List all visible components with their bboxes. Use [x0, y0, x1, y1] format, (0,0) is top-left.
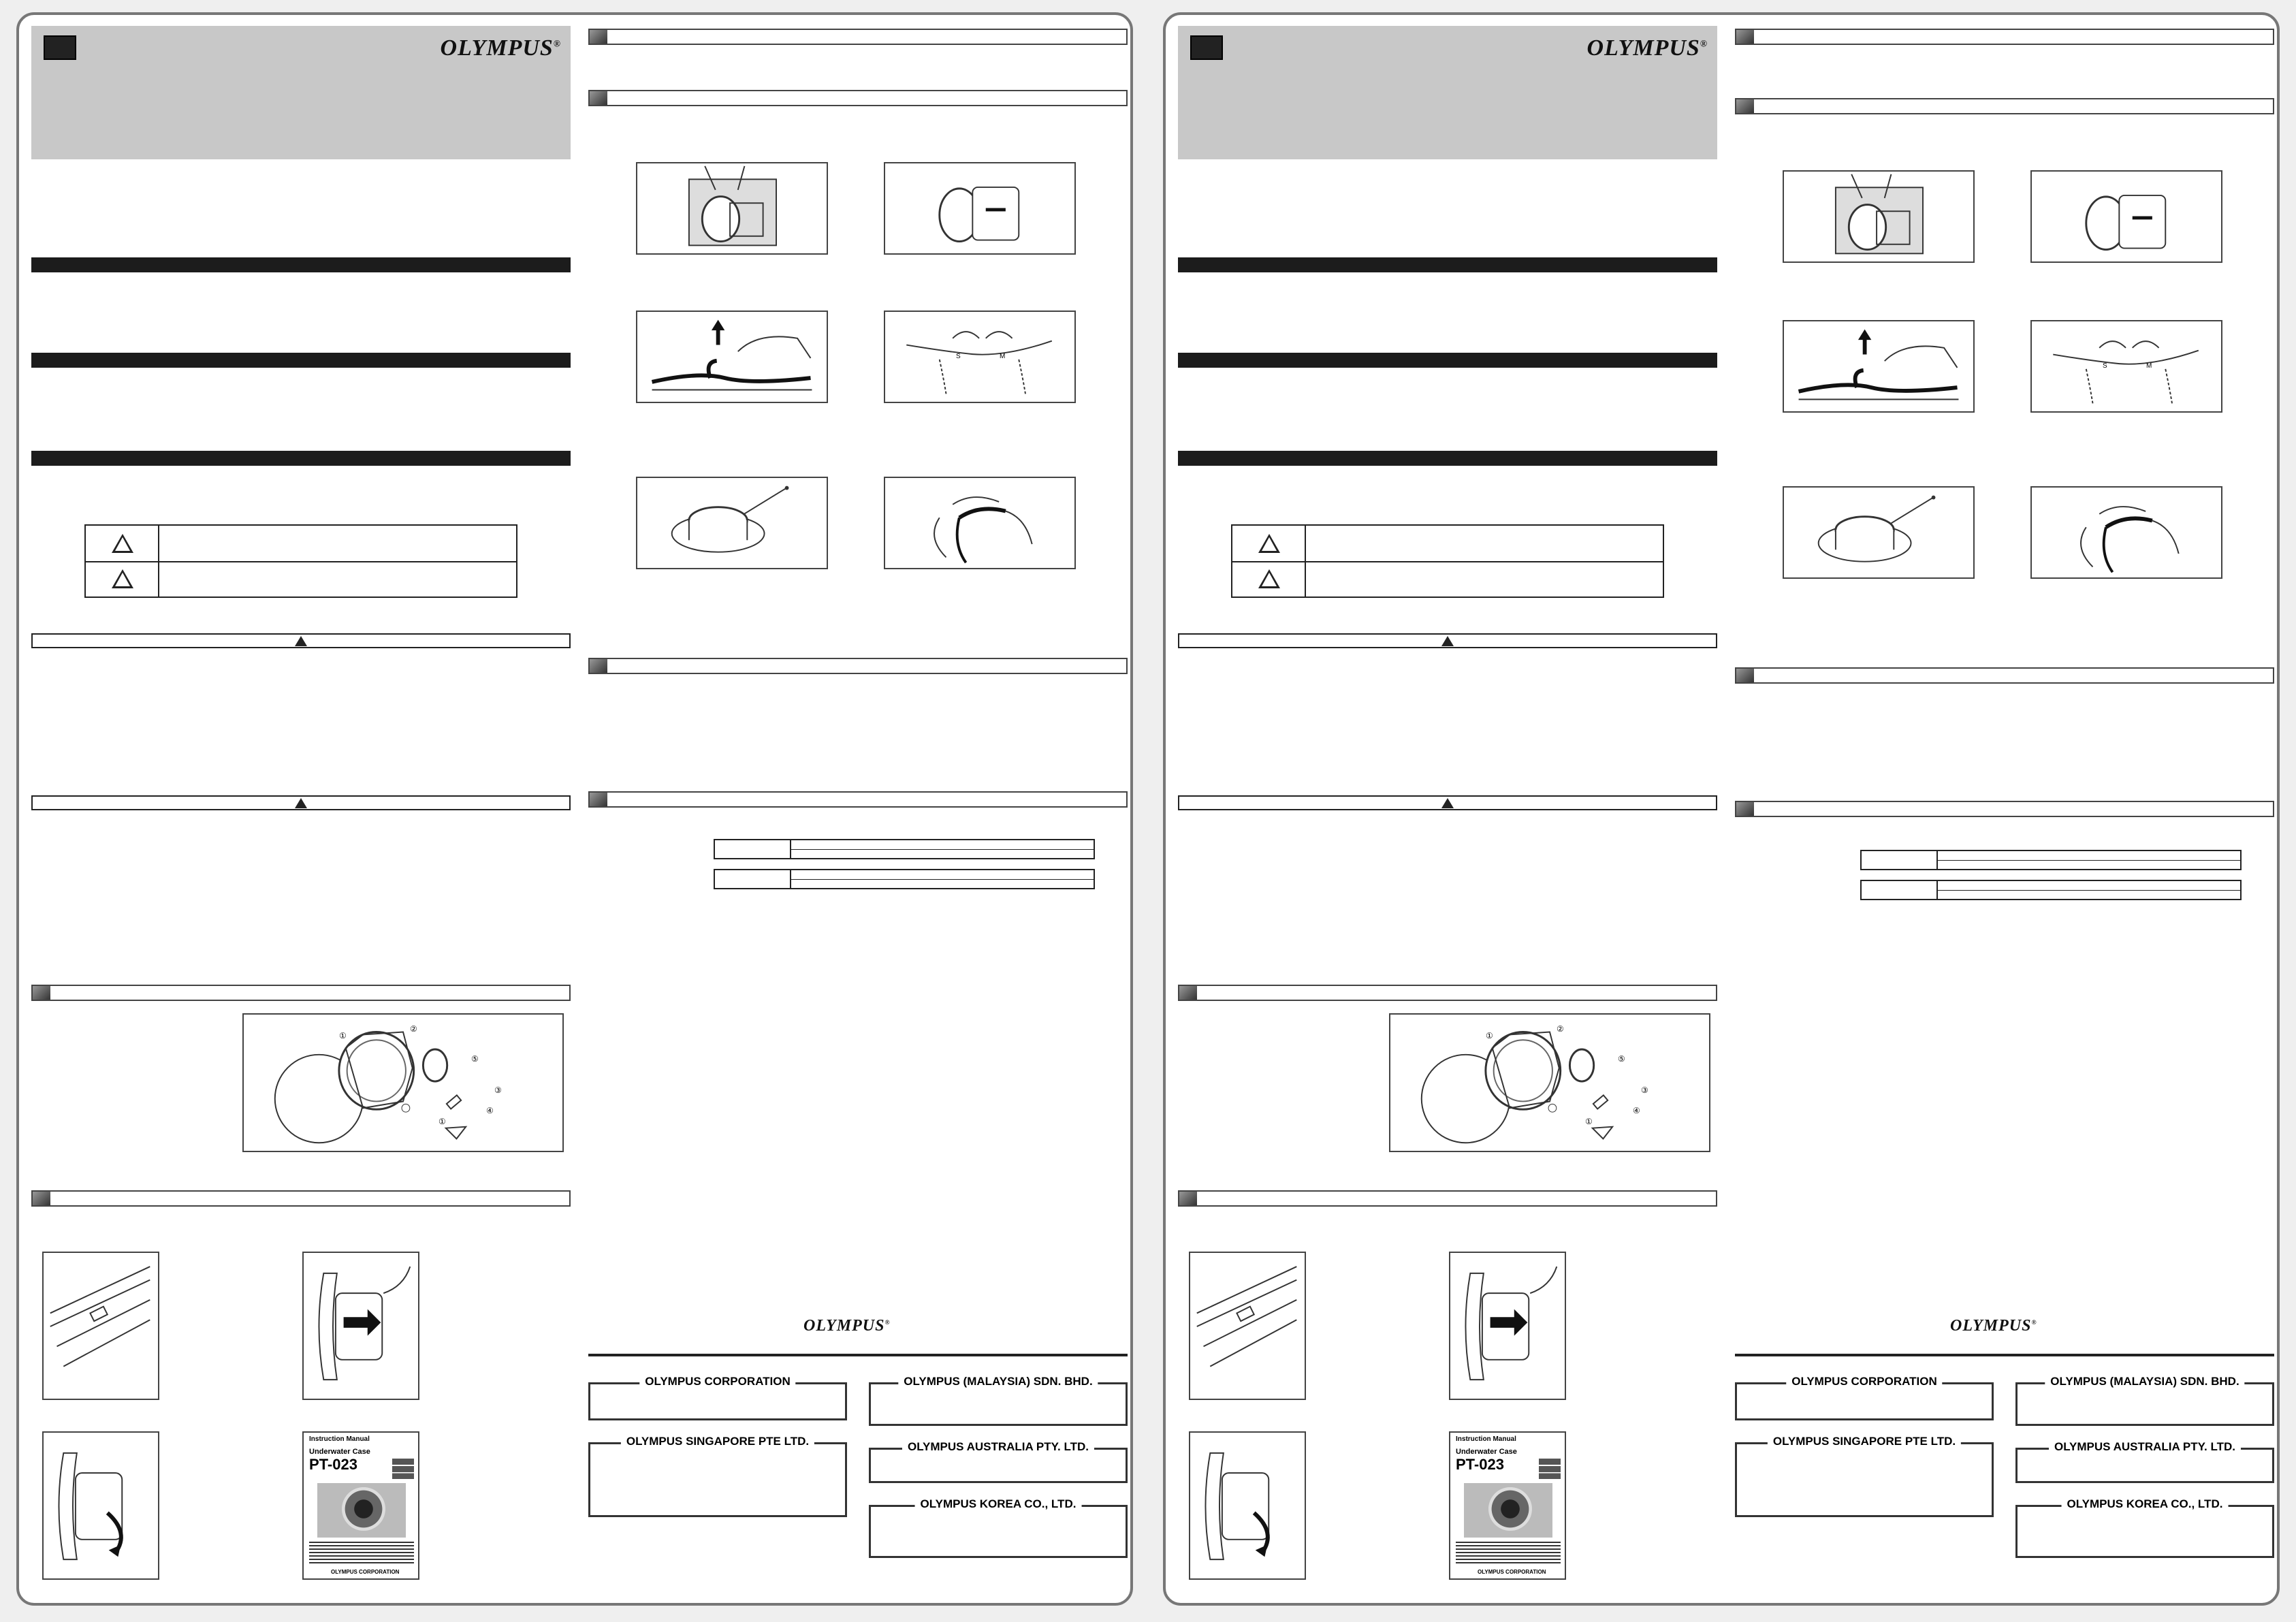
- section-heading-bar: [1735, 667, 2274, 684]
- callout-2: ②: [1557, 1024, 1564, 1034]
- callout-3: ③: [1641, 1085, 1648, 1095]
- lens-port-mounting-figure: [1449, 1252, 1566, 1400]
- section-heading-bar: [1735, 98, 2274, 114]
- footer-rule: [588, 1354, 1128, 1356]
- danger-heading-bar: [1178, 633, 1717, 648]
- warning-triangle-icon: [1441, 636, 1454, 646]
- warning-triangle-icon: [1258, 569, 1280, 588]
- manual-cover-thumbnail: Instruction Manual Underwater Case PT-023 OLYMPUS CORPORATION: [1449, 1431, 1566, 1580]
- caution-heading-bar: [1178, 795, 1717, 810]
- oring-lubrication-figure: [2030, 486, 2222, 579]
- water-tank-test-figure: [1783, 170, 1975, 263]
- olympus-logo: OLYMPUS®: [1587, 35, 1708, 61]
- manual-sheet-left: [16, 12, 1133, 1606]
- section-heading-bar: [31, 985, 571, 1001]
- section-bar: [1178, 451, 1717, 466]
- cover-header: [1178, 26, 1717, 159]
- lens-port-mounting-figure: [302, 1252, 419, 1400]
- caution-row: [1232, 561, 1663, 597]
- callout-2: ②: [410, 1024, 417, 1034]
- oring-inspection-figure: S M: [884, 311, 1076, 403]
- section-heading-bar: [588, 29, 1128, 45]
- callout-1: ①: [1486, 1031, 1493, 1040]
- groove-cleaning-figure: [1783, 486, 1975, 579]
- address-box-korea: OLYMPUS KOREA CO., LTD.: [869, 1505, 1128, 1558]
- caution-row: [86, 561, 516, 597]
- spec-table: [1860, 880, 2242, 900]
- section-heading-bar: [1735, 801, 2274, 817]
- address-box-malaysia: OLYMPUS (MALAYSIA) SDN. BHD.: [869, 1382, 1128, 1426]
- danger-heading-bar: [31, 633, 571, 648]
- warning-symbol-table: [84, 524, 517, 598]
- oring-lubrication-figure: [884, 477, 1076, 569]
- address-box-australia: OLYMPUS AUSTRALIA PTY. LTD.: [2015, 1448, 2274, 1483]
- address-box-singapore: OLYMPUS SINGAPORE PTE LTD.: [1735, 1442, 1994, 1517]
- warning-triangle-icon: [112, 534, 133, 553]
- warning-triangle-icon: [1441, 798, 1454, 808]
- section-bar: [31, 353, 571, 368]
- address-box-corp: OLYMPUS CORPORATION: [588, 1382, 847, 1420]
- groove-cleaning-figure: [636, 477, 828, 569]
- warning-triangle-icon: [295, 636, 307, 646]
- language-tab: [44, 35, 76, 60]
- olympus-logo: OLYMPUS®: [1950, 1317, 2037, 1335]
- parts-diagram: [1389, 1013, 1710, 1152]
- manual-cover-thumbnail: Instruction Manual Underwater Case PT-023 OLYMPUS CORPORATION: [302, 1431, 419, 1580]
- callout-1: ①: [339, 1031, 347, 1040]
- danger-row: [86, 526, 516, 562]
- language-tab: [1190, 35, 1223, 60]
- address-box-australia: OLYMPUS AUSTRALIA PTY. LTD.: [869, 1448, 1128, 1483]
- warning-triangle-icon: [295, 798, 307, 808]
- callout-3: ③: [494, 1085, 502, 1095]
- section-heading-bar: [588, 90, 1128, 106]
- caution-heading-bar: [31, 795, 571, 810]
- section-heading-bar: [588, 658, 1128, 674]
- oring-groove-figure: [42, 1252, 159, 1400]
- callout-4: ④: [486, 1106, 494, 1115]
- housing-port-figure: [2030, 170, 2222, 263]
- housing-port-figure: [884, 162, 1076, 255]
- callout-1b: ①: [1585, 1117, 1593, 1126]
- oring-groove-figure: [1189, 1252, 1306, 1400]
- callout-5: ⑤: [1618, 1054, 1625, 1064]
- lens-port-lock-figure: [42, 1431, 159, 1580]
- olympus-logo: OLYMPUS®: [440, 35, 561, 61]
- section-heading-bar: [1735, 29, 2274, 45]
- spec-table: [1860, 850, 2242, 870]
- address-box-malaysia: OLYMPUS (MALAYSIA) SDN. BHD.: [2015, 1382, 2274, 1426]
- footer-rule: [1735, 1354, 2274, 1356]
- section-bar: [31, 257, 571, 272]
- callout-1b: ①: [439, 1117, 446, 1126]
- callout-5: ⑤: [471, 1054, 479, 1064]
- section-heading-bar: [1178, 1190, 1717, 1207]
- manual-sheet-right: [1163, 12, 2280, 1606]
- section-heading-bar: [588, 791, 1128, 808]
- spec-table: [714, 869, 1095, 889]
- warning-triangle-icon: [112, 569, 133, 588]
- oring-removal-figure: [1783, 320, 1975, 413]
- address-box-corp: OLYMPUS CORPORATION: [1735, 1382, 1994, 1420]
- parts-diagram: [242, 1013, 564, 1152]
- water-tank-test-figure: [636, 162, 828, 255]
- oring-inspection-figure: S M: [2030, 320, 2222, 413]
- callout-4: ④: [1633, 1106, 1640, 1115]
- address-box-korea: OLYMPUS KOREA CO., LTD.: [2015, 1505, 2274, 1558]
- lens-port-lock-figure: [1189, 1431, 1306, 1580]
- oring-removal-figure: [636, 311, 828, 403]
- spec-table: [714, 839, 1095, 859]
- section-bar: [31, 451, 571, 466]
- section-heading-bar: [1178, 985, 1717, 1001]
- address-box-singapore: OLYMPUS SINGAPORE PTE LTD.: [588, 1442, 847, 1517]
- warning-triangle-icon: [1258, 534, 1280, 553]
- danger-row: [1232, 526, 1663, 562]
- olympus-logo: OLYMPUS®: [803, 1317, 891, 1335]
- cover-header: [31, 26, 571, 159]
- section-bar: [1178, 353, 1717, 368]
- section-bar: [1178, 257, 1717, 272]
- section-heading-bar: [31, 1190, 571, 1207]
- warning-symbol-table: [1231, 524, 1664, 598]
